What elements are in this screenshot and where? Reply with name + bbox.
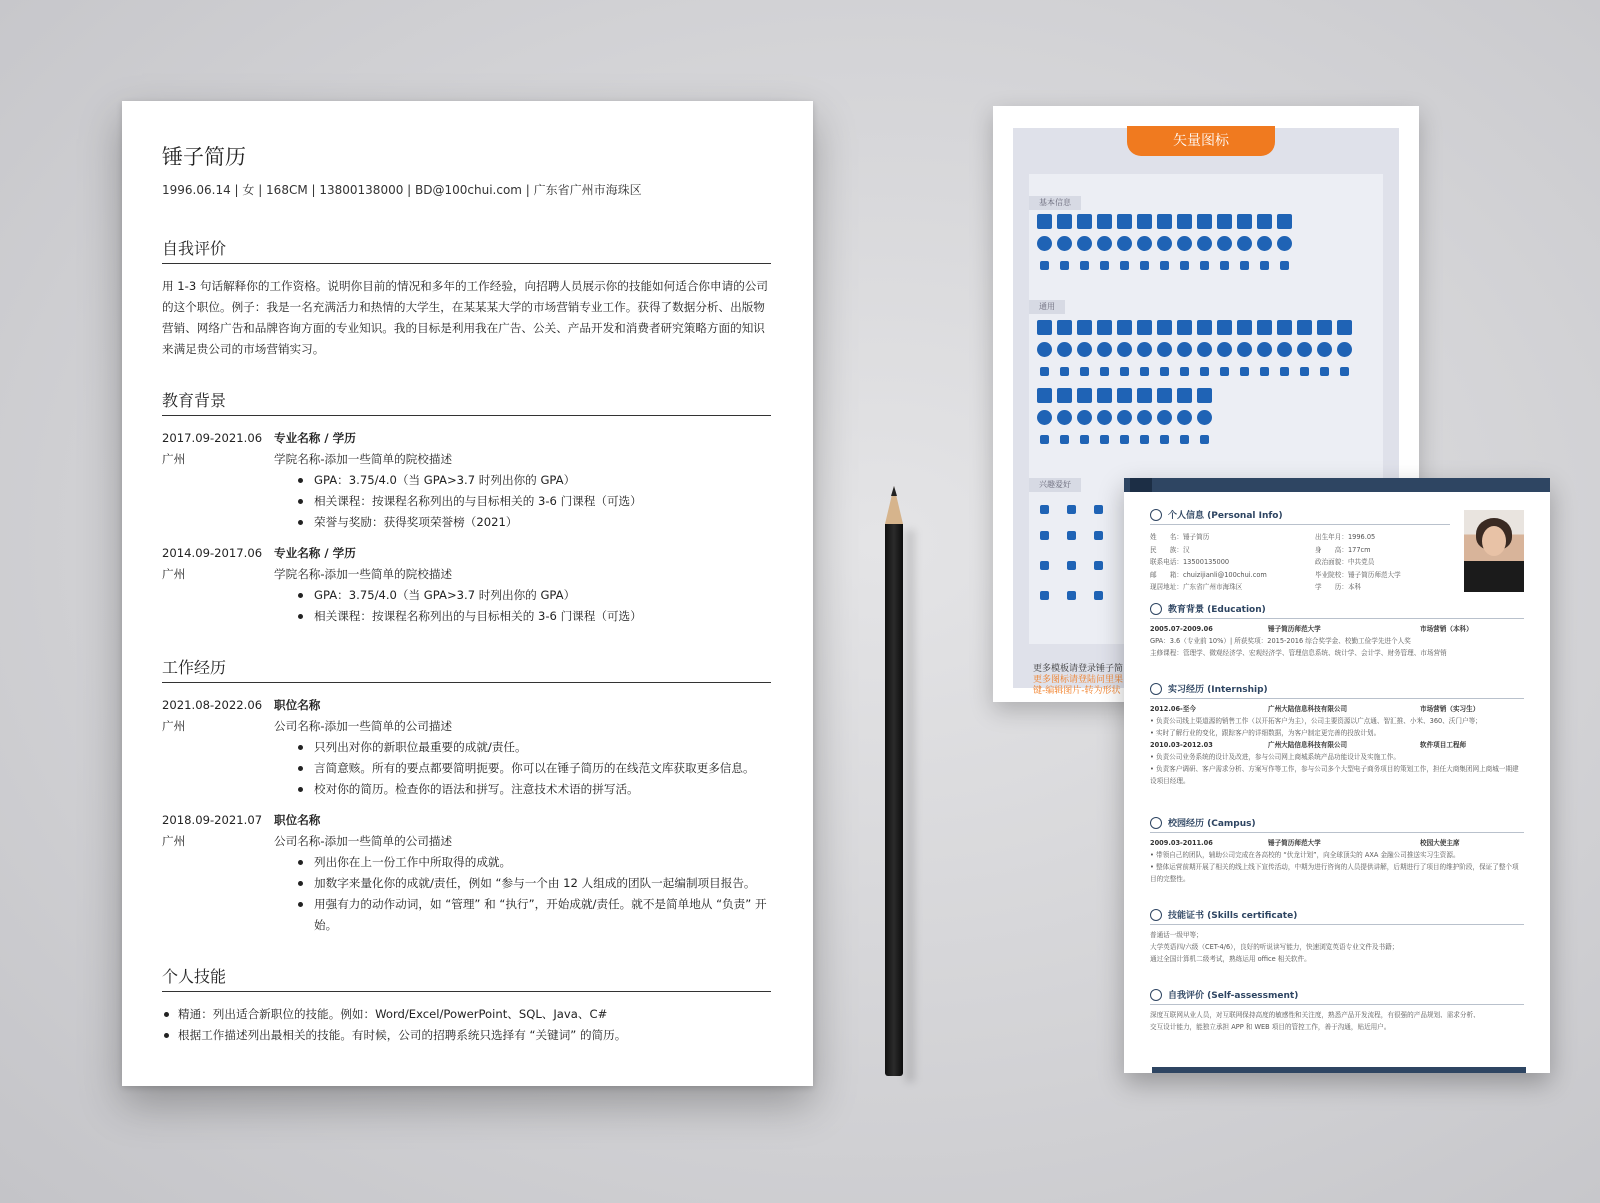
entry-school: 学院名称-添加一些简单的院校描述: [274, 452, 453, 466]
phone-icon: [1097, 236, 1112, 251]
self-eval-section: [162, 236, 771, 360]
gear-icon: [1077, 388, 1092, 403]
icon-row: [1037, 528, 1106, 543]
chart-icon: [1177, 342, 1192, 357]
user-icon: [1077, 258, 1092, 273]
hammer-icon: [1257, 320, 1272, 335]
icon-row: [1037, 388, 1212, 403]
info-field: 民 族：汉: [1150, 545, 1190, 554]
user-icon: [1037, 258, 1052, 273]
chart-icon: [1177, 364, 1192, 379]
soccer-icon: [1091, 588, 1106, 603]
qq-icon: [1257, 258, 1272, 273]
tools-icon: [1097, 342, 1112, 357]
fitness-icon: [1037, 502, 1052, 517]
graduation-icon: [1057, 342, 1072, 357]
user-icon: [1057, 236, 1072, 251]
section-title: 实习经历 (Internship): [1168, 685, 1268, 695]
browser-icon: [1057, 410, 1072, 425]
section-title: 技能证书 (Skills certificate): [1168, 911, 1298, 921]
trophy-icon: [1117, 388, 1132, 403]
text-line: 普通话一级甲等；: [1150, 931, 1203, 939]
education-entry: [162, 543, 771, 627]
internship-section: [1150, 682, 1524, 787]
twitter-icon: [1197, 214, 1212, 229]
section-title: 自我评价: [162, 236, 771, 264]
info-field: 现居地址：广东省广州市海珠区: [1150, 583, 1243, 591]
pie-icon: [1137, 388, 1152, 403]
personal-info-grid: [1150, 531, 1450, 594]
pencil-icon: [885, 524, 903, 1076]
gear-icon: [1077, 410, 1092, 425]
location-icon: [1117, 214, 1132, 229]
graduation-icon: [1057, 364, 1072, 379]
camera-icon: [1197, 432, 1212, 447]
hand-icon: [1297, 320, 1312, 335]
list-item: 精通：列出适合新职位的技能。例如：Word/Excel/PowerPoint、SQL、Java、C#: [178, 1004, 771, 1025]
qq-icon: [1257, 214, 1272, 229]
icon-group-label: 兴趣爱好: [1029, 478, 1081, 492]
user-icon: [1037, 214, 1052, 229]
work-entry: [162, 695, 771, 800]
weibo-icon: [1217, 214, 1232, 229]
text-line: • 带领自己的团队，辅助公司完成在各高校的 “伏龙计划”，向全球顶尖的 AXA 金融公司推送实习生资源。: [1150, 851, 1460, 859]
list-item: 根据工作描述列出最相关的技能。有时候，公司的招聘系统只选择有 “关键词” 的简历。: [178, 1025, 771, 1046]
org-icon: [1157, 432, 1172, 447]
id-icon: [1237, 214, 1252, 229]
entry-position: 职位名称: [274, 813, 321, 827]
briefcase-icon: [1037, 320, 1052, 335]
promo-line: 更多图标请登陆问里果: [1033, 675, 1124, 685]
briefcase-icon: [1037, 342, 1052, 357]
internship-row: 2010.03-2012.03 广州大陆信息科技有限公司 软件项目工程师: [1150, 741, 1467, 749]
gear-icon: [1077, 432, 1092, 447]
game-icon: [1091, 502, 1106, 517]
icon-row: [1037, 432, 1212, 447]
icon-row: [1037, 214, 1292, 229]
icon-row: [1037, 258, 1292, 273]
personal-info-section: [1150, 508, 1450, 594]
plane-icon: [1037, 410, 1052, 425]
layers-icon: [1117, 364, 1132, 379]
entry-company: 公司名称-添加一些简单的公司描述: [274, 834, 453, 848]
settings-icon: [1277, 214, 1292, 229]
phone-icon: [1097, 258, 1112, 273]
plane-icon: [1037, 432, 1052, 447]
internship-row: 2012.06-至今 广州大陆信息科技有限公司 市场营销（实习生）: [1150, 705, 1480, 713]
list-item: 加数字来量化你的成就/责任，例如 “参与一个由 12 人组成的团队一起编制项目报告。: [314, 873, 771, 894]
pencil-shadow: [905, 530, 915, 1082]
info-field: 姓 名：锤子简历: [1150, 533, 1210, 541]
weibo-icon: [1217, 258, 1232, 273]
trophy-icon: [1077, 342, 1092, 357]
qq-icon: [1257, 236, 1272, 251]
user-icon: [1077, 236, 1092, 251]
mask-icon: [1064, 558, 1079, 573]
org-icon: [1157, 410, 1172, 425]
plane-icon: [1037, 388, 1052, 403]
icon-row: [1037, 320, 1352, 335]
list-item: GPA：3.75/4.0（当 GPA>3.7 时列出你的 GPA）: [314, 470, 771, 491]
list-item: 相关课程：按课程名称列出的与目标相关的 3-6 门课程（可选）: [314, 491, 771, 512]
list-item: 相关课程：按课程名称列出的与目标相关的 3-6 门课程（可选）: [314, 606, 771, 627]
footer-bar: [1152, 1067, 1526, 1073]
icon-sheet-promo: [1033, 664, 1123, 697]
icon-group-label: 通用: [1029, 300, 1065, 314]
text-line: • 负责客户调研、客户需求分析、方案写作等工作，参与公司多个大型电子商务项目的策划工作，担任大商集团网上商城一期建设项目经理。: [1150, 765, 1519, 785]
briefcase-icon: [1037, 364, 1052, 379]
entry-location: 广州: [162, 834, 186, 848]
education-section: [1150, 602, 1524, 659]
phone-icon: [1097, 214, 1112, 229]
skills-list: [162, 1004, 771, 1046]
campus-icon: [1150, 817, 1162, 829]
info-field: 出生年月：1996.05: [1315, 533, 1376, 541]
hand-icon: [1297, 342, 1312, 357]
icon-row: [1037, 364, 1352, 379]
hammer-icon: [1257, 364, 1272, 379]
twitter-icon: [1197, 236, 1212, 251]
tools-icon: [1150, 909, 1162, 921]
briefcase-icon: [1150, 683, 1162, 695]
guitar-icon: [1037, 588, 1052, 603]
info-field: 邮 箱：chuizijianli@100chui.com: [1150, 570, 1267, 579]
entry-date: 2021.08-2022.06: [162, 698, 263, 712]
id-icon: [1237, 258, 1252, 273]
trophy-icon: [1117, 432, 1132, 447]
text-line: • 负责公司线上渠道源的销售工作（以开拓客户为主），公司主要资源以广点通、智汇推、小米、360、沃门户等；: [1150, 717, 1482, 725]
handshake-icon: [1037, 558, 1052, 573]
text-line: 深度互联网从业人员，对互联网保持高度的敏感性和关注度，熟悉产品开发流程，有很强的产品规划、需求分析、: [1150, 1011, 1480, 1019]
layers-icon: [1117, 320, 1132, 335]
section-title: 校园经历 (Campus): [1168, 819, 1256, 829]
climb-icon: [1064, 588, 1079, 603]
list-icon: [1197, 364, 1212, 379]
megaphone-icon: [1217, 342, 1232, 357]
entry-company: 公司名称-添加一些简单的公司描述: [274, 719, 453, 733]
trophy-icon: [1077, 364, 1092, 379]
badge-icon: [1237, 342, 1252, 357]
list-item: GPA：3.75/4.0（当 GPA>3.7 时列出你的 GPA）: [314, 585, 771, 606]
skills-certificate-section: [1150, 908, 1524, 965]
text-line: • 整体运营前期开展了相关的线上线下宣传活动，中期为进行咨询的人员提供讲解，后期进行了项目的维护阶段，保证了整个项目的完整性。: [1150, 863, 1519, 883]
settings-icon: [1277, 258, 1292, 273]
location-icon: [1117, 236, 1132, 251]
grid-icon: [1277, 342, 1292, 357]
card-icon: [1157, 236, 1172, 251]
entry-degree: 专业名称 / 学历: [274, 546, 356, 560]
entry-school: 学院名称-添加一些简单的院校描述: [274, 567, 453, 581]
section-title: 教育背景: [162, 388, 771, 416]
text-line: 通过全国计算机二级考试，熟练运用 office 相关软件。: [1150, 955, 1311, 963]
card-icon: [1157, 214, 1172, 229]
hand-icon: [1297, 364, 1312, 379]
target-icon: [1337, 320, 1352, 335]
list-item: 言简意赅。所有的要点都要简明扼要。你可以在锤子简历的在线范文库获取更多信息。: [314, 758, 771, 779]
bulb-icon: [1097, 410, 1112, 425]
entry-date: 2017.09-2021.06: [162, 431, 263, 445]
pencil-lead: [891, 486, 897, 496]
mail-icon: [1137, 258, 1152, 273]
wechat-icon: [1177, 258, 1192, 273]
badge-icon: [1237, 320, 1252, 335]
campus-section: [1150, 816, 1524, 885]
info-field: 毕业院校：锤子简历师范大学: [1315, 570, 1401, 579]
team-icon: [1177, 388, 1192, 403]
promo-line: 更多模板请登录锤子简: [1033, 664, 1124, 674]
list-icon: [1197, 342, 1212, 357]
trophy-icon: [1117, 410, 1132, 425]
list-item: 只列出对你的新职位最重要的成就/责任。: [314, 737, 771, 758]
wechat-icon: [1177, 214, 1192, 229]
section-title: 自我评价 (Self-assessment): [1168, 991, 1299, 1001]
work-section: [162, 655, 771, 936]
user-icon: [1077, 214, 1092, 229]
team-icon: [1177, 432, 1192, 447]
id-icon: [1237, 236, 1252, 251]
info-field: 身 高：177cm: [1315, 545, 1371, 554]
list-item: 荣誉与奖励：获得奖项荣誉榜（2021）: [314, 512, 771, 533]
graduation-icon: [1057, 320, 1072, 335]
wechat-icon: [1177, 236, 1192, 251]
text-line: 交互设计能力，能独立承担 APP 和 WEB 项目的管控工作，善于沟通，贴近用户。: [1150, 1023, 1391, 1031]
list-icon: [1197, 320, 1212, 335]
chart-icon: [1177, 320, 1192, 335]
icon-row: [1037, 342, 1352, 357]
org-icon: [1157, 388, 1172, 403]
info-field: 政治面貌：中共党员: [1315, 558, 1375, 566]
icon-group-label: 基本信息: [1029, 196, 1081, 210]
run-icon: [1317, 342, 1332, 357]
info-field: 联系电话：13500135000: [1150, 558, 1230, 566]
settings-icon: [1277, 236, 1292, 251]
edit-icon: [1157, 320, 1172, 335]
megaphone-icon: [1217, 320, 1232, 335]
weibo-icon: [1217, 236, 1232, 251]
user-icon: [1057, 214, 1072, 229]
trophy-icon: [1077, 320, 1092, 335]
icon-row: [1037, 558, 1106, 573]
info-field: 学 历：本科: [1315, 583, 1362, 591]
icon-row: [1037, 236, 1292, 251]
mail-icon: [1137, 214, 1152, 229]
text-line: 大学英语四/六级（CET-4/6），良好的听说读写能力，快速浏览英语专业文件及书籍；: [1150, 943, 1399, 951]
tools-icon: [1097, 320, 1112, 335]
self-assessment-section: [1150, 988, 1524, 1033]
target-icon: [1337, 364, 1352, 379]
hammer-icon: [1257, 342, 1272, 357]
icon-row: [1037, 410, 1212, 425]
resume-page: [122, 101, 813, 1086]
self-eval-text: 用 1-3 句话解释你的工作资格。说明你目前的情况和多年的工作经验，向招聘人员展示你的技能如何适合你申请的公司的这个职位。例子：我是一名充满活力和热情的大学生，在某某某大学的市场营销专业工作。获得了数据分析、出版物营销、网络广告和品牌咨询方面的专业知识。我的目标是利用我在广告、公关、产品开发和消费者研究策略方面的知识来满足贵公司的市场营销实习。: [162, 279, 768, 356]
pie-icon: [1137, 410, 1152, 425]
camera-icon: [1197, 388, 1212, 403]
education-entry: [162, 428, 771, 533]
entry-bullets: [274, 852, 771, 936]
grid-icon: [1277, 320, 1292, 335]
twitter-icon: [1197, 258, 1212, 273]
layers-icon: [1117, 342, 1132, 357]
entry-location: 广州: [162, 567, 186, 581]
entry-date: 2014.09-2017.06: [162, 546, 263, 560]
run-icon: [1317, 364, 1332, 379]
entry-bullets: [274, 585, 771, 627]
section-title: 教育背景 (Education): [1168, 605, 1266, 615]
edit-icon: [1150, 989, 1162, 1001]
tools-icon: [1097, 364, 1112, 379]
edit-icon: [1157, 364, 1172, 379]
megaphone-icon: [1217, 364, 1232, 379]
location-icon: [1117, 258, 1132, 273]
user-icon: [1037, 236, 1052, 251]
camera-icon: [1197, 410, 1212, 425]
sample-resume-sheet: [1124, 478, 1550, 1073]
climb-icon: [1064, 502, 1079, 517]
text-line: • 负责公司业务系统的设计及改进，参与公司网上商城系统产品功能设计及实施工作。: [1150, 753, 1400, 761]
graduation-icon: [1150, 603, 1162, 615]
resume-contact-info: 1996.06.14 | 女 | 168CM | 13800138000 | BD@100chui.com | 广东省广州市海珠区: [162, 183, 642, 197]
text-line: • 实时了解行业的变化，跟踪客户的详细数据，为客户制定更完善的投放计划。: [1150, 729, 1381, 737]
promo-line: 键-编辑图片-转为形状: [1033, 686, 1121, 696]
entry-bullets: [274, 737, 771, 800]
text-line: GPA：3.6（专业前 10%）| 所获奖项：2015-2016 综合奖学金、校勤工俭学先进个人奖: [1150, 637, 1411, 645]
team-icon: [1177, 410, 1192, 425]
entry-date: 2018.09-2021.07: [162, 813, 263, 827]
info-icon: [1150, 509, 1162, 521]
entry-location: 广州: [162, 452, 186, 466]
list-item: 用强有力的动作动词，如 “管理” 和 “执行”，开始成就/责任。就不是简单地从 “负责” 开始。: [314, 894, 771, 936]
icon-sheet-ribbon: 矢量图标: [1127, 126, 1275, 156]
badge-icon: [1237, 364, 1252, 379]
entry-bullets: [274, 470, 771, 533]
education-row: 2005.07-2009.06 锤子简历师范大学 市场营销（本科）: [1150, 625, 1473, 633]
cooking-icon: [1037, 528, 1052, 543]
resume-name: 锤子简历: [162, 145, 246, 169]
header-bar: [1124, 478, 1550, 492]
mail-icon: [1137, 236, 1152, 251]
run-icon: [1317, 320, 1332, 335]
card-icon: [1157, 258, 1172, 273]
bulb-icon: [1097, 432, 1112, 447]
education-section: [162, 388, 771, 627]
icon-row: [1037, 502, 1106, 517]
browser-icon: [1057, 432, 1072, 447]
list-item: 列出你在上一份工作中所取得的成就。: [314, 852, 771, 873]
browser-icon: [1057, 388, 1072, 403]
pie-icon: [1137, 432, 1152, 447]
world-icon: [1091, 528, 1106, 543]
book-icon: [1137, 342, 1152, 357]
palm-icon: [1091, 558, 1106, 573]
face-icon: [1064, 528, 1079, 543]
book-icon: [1137, 320, 1152, 335]
list-item: 校对你的简历。检查你的语法和拼写。注意技术术语的拼写活。: [314, 779, 771, 800]
section-title: 个人信息 (Personal Info): [1168, 511, 1283, 521]
section-title: 个人技能: [162, 964, 771, 992]
entry-location: 广州: [162, 719, 186, 733]
edit-icon: [1157, 342, 1172, 357]
section-title: 工作经历: [162, 655, 771, 683]
avatar: [1464, 510, 1524, 592]
work-entry: [162, 810, 771, 936]
icon-row: [1037, 588, 1106, 603]
campus-row: 2009.03-2011.06 锤子简历师范大学 校园大使主席: [1150, 839, 1460, 847]
entry-position: 职位名称: [274, 698, 321, 712]
text-line: 主修课程：管理学、微观经济学、宏观经济学、管理信息系统、统计学、会计学、财务管理、市场营销: [1150, 649, 1447, 657]
grid-icon: [1277, 364, 1292, 379]
book-icon: [1137, 364, 1152, 379]
entry-degree: 专业名称 / 学历: [274, 431, 356, 445]
target-icon: [1337, 342, 1352, 357]
skills-section: [162, 964, 771, 1046]
bulb-icon: [1097, 388, 1112, 403]
user-icon: [1057, 258, 1072, 273]
